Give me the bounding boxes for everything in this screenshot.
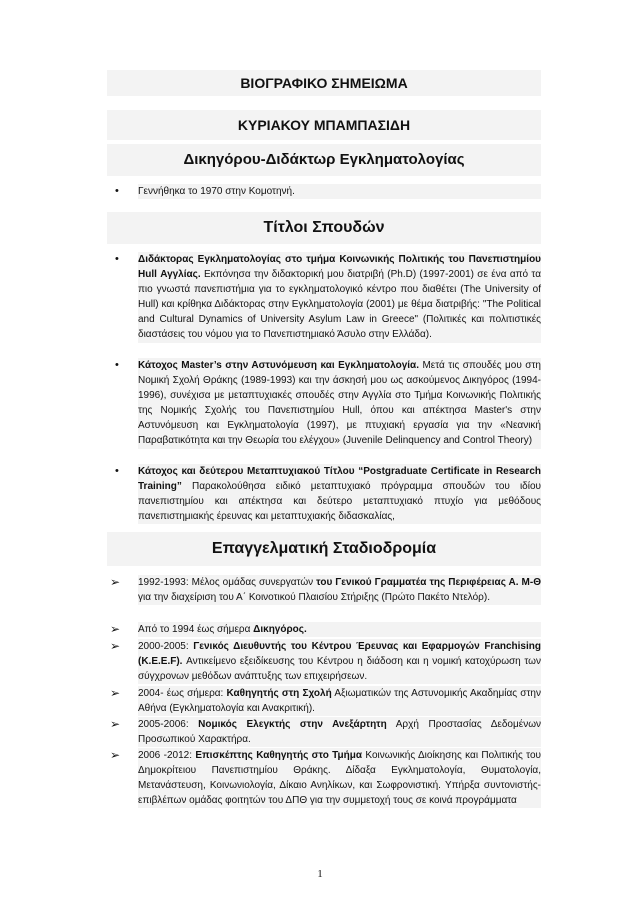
career-desc: Αρχή Προστασίας Δεδομένων Προσωπικού Χαρακτήρα. [138, 719, 541, 746]
education-desc: Εκπόνησα την διδακτορική μου διατριβή (Ph.D) (1997-2001) σε ένα από τα πιο γνωστά πανεπιστήμια για το εγκληματολογικό κέντρο που διαθέτει (The University of Hull) και κρίθηκα Διδάκτορας στην Εγκληματολογία (2001) με θέμα διατριβής: "The Political and Cultural Dynamics of University Asylum Law in Greece" (Πολιτικές και πολιτιστικές διαστάσεις του νόμου για το Πανεπιστημιακό Άσυλο στην Ελλάδα). [138, 269, 541, 341]
career-role: Καθηγητής στη Σχολή [226, 688, 332, 699]
career-text [138, 575, 541, 605]
bullet-icon: • [115, 465, 119, 477]
birth-text: Γεννήθηκα το 1970 στην Κομοτηνή. [138, 184, 541, 199]
education-title: Διδάκτορας Εγκληματολογίας στο τμήμα Κοινωνικής Πολιτικής του Πανεπιστημίου Hull Αγγλίας. [138, 254, 541, 281]
career-lead: 2006 -2012: [138, 750, 196, 761]
education-desc: Παρακολούθησα ειδικό μεταπτυχιακό πρόγραμμα σπουδών του ιδίου πανεπιστημίου και απέκτησα και δεύτερο μεταπτυχιακό πτυχίο για μεθόδους πανεπιστημιακής έρευνας και μεταπτυχιακής διδασκαλίας, [138, 481, 541, 523]
arrow-bullet-icon: ➢ [110, 748, 121, 762]
career-desc: Κοινωνικής Διοίκησης και Πολιτικής του Δημοκρίτειου Πανεπιστημίου Θράκης. Δίδαξα Εγκληματολογία, Θυματολογία, Μετανάστευση, Κοινωνιολογία, Δίκαιο Ανηλίκων, και Σωφρονιστική. Υπήρξα συντονιστής-επιβλέπων ομάδας φοιτητών του ΔΠΘ για την συμμετοχή τους σε κοινά προγράμματα [138, 750, 541, 807]
arrow-bullet-icon: ➢ [110, 717, 121, 731]
education-text [138, 358, 541, 449]
arrow-bullet-icon: ➢ [110, 622, 121, 636]
career-role: Επισκέπτης Καθηγητής στο Τμήμα [195, 750, 363, 761]
career-desc: Αξιωματικών της Αστυνομικής Ακαδημίας στην Αθήνα (Εγκληματολογία και Ανακριτική). [138, 688, 541, 715]
education-title: Κάτοχος Master’s στην Αστυνόμευση και Εγκληματολογία. [138, 360, 419, 371]
career-text [138, 717, 541, 747]
career-lead: 1992-1993: Μέλος ομάδας συνεργατών [138, 577, 317, 588]
bullet-icon: • [115, 359, 119, 371]
document-title: ΒΙΟΓΡΑΦΙΚΟ ΣΗΜΕΙΩΜΑ [107, 70, 541, 96]
career-role: Γενικός Διευθυντής του Κέντρου Έρευνας και Εφαρμογών Franchising (Κ.Ε.Ε.F). [138, 641, 541, 668]
career-lead: 2004- έως σήμερα: [138, 688, 227, 699]
page-number: 1 [317, 868, 323, 880]
education-title: Κάτοχος και δεύτερου Μεταπτυχιακού Τίτλου “Postgraduate Certificate in Research Training” [138, 466, 541, 493]
career-role: του Γενικού Γραμματέα της Περιφέρειας Α. Μ-Θ [316, 577, 541, 588]
career-role: Δικηγόρος. [253, 624, 307, 635]
career-text [138, 748, 541, 808]
education-text [138, 464, 541, 524]
career-lead: Από το 1994 έως σήμερα [138, 624, 254, 635]
career-desc: Αντικείμενο εξειδίκευσης του Κέντρου η διάδοση και η νομική κατοχύρωση των σύγχρονων μεθόδων ανάπτυξης των επιχειρήσεων. [138, 656, 541, 683]
arrow-bullet-icon: ➢ [110, 575, 121, 589]
person-name: ΚΥΡΙΑΚΟΥ ΜΠΑΜΠΑΣΙΔΗ [107, 110, 541, 140]
education-heading: Τίτλοι Σπουδών [107, 212, 541, 244]
career-text [138, 639, 541, 684]
person-subtitle: Δικηγόρου-Διδάκτωρ Εγκληματολογίας [107, 144, 541, 176]
career-desc: για την διαχείριση του Α΄ Κοινοτικού Πλαισίου Στήριξης (Πρώτο Πακέτο Ντελόρ). [138, 592, 490, 604]
career-text [138, 686, 541, 716]
arrow-bullet-icon: ➢ [110, 639, 121, 653]
arrow-bullet-icon: ➢ [110, 686, 121, 700]
career-heading: Επαγγελματική Σταδιοδρομία [107, 532, 541, 566]
education-text [138, 252, 541, 343]
bullet-icon: • [115, 185, 119, 197]
bullet-icon: • [115, 253, 119, 265]
career-text [138, 622, 541, 637]
career-lead: 2000-2005: [138, 641, 194, 652]
education-desc: Μετά τις σπουδές μου στη Νομική Σχολή Θράκης (1989-1993) και την άσκησή μου ως ασκούμενος Δικηγόρος (1994-1996), συνέχισα με μεταπτυχιακές σπουδές στην Αγγλία στο Τμήμα Κοινωνικής Πολιτικής της Νομικής Σχολής του Πανεπιστημίου Hull, όπου και απέκτησα Master's στην Αστυνόμευση και Εγκληματολογία (1997), με πτυχιακή εργασία για την «Νεανική Παραβατικότητα και την Θεωρία του ελέγχου» (Juvenile Delinquency and Control Theory) [138, 360, 541, 447]
career-lead: 2005-2006: [138, 719, 199, 730]
career-role: Νομικός Ελεγκτής στην Ανεξάρτητη [198, 719, 387, 730]
